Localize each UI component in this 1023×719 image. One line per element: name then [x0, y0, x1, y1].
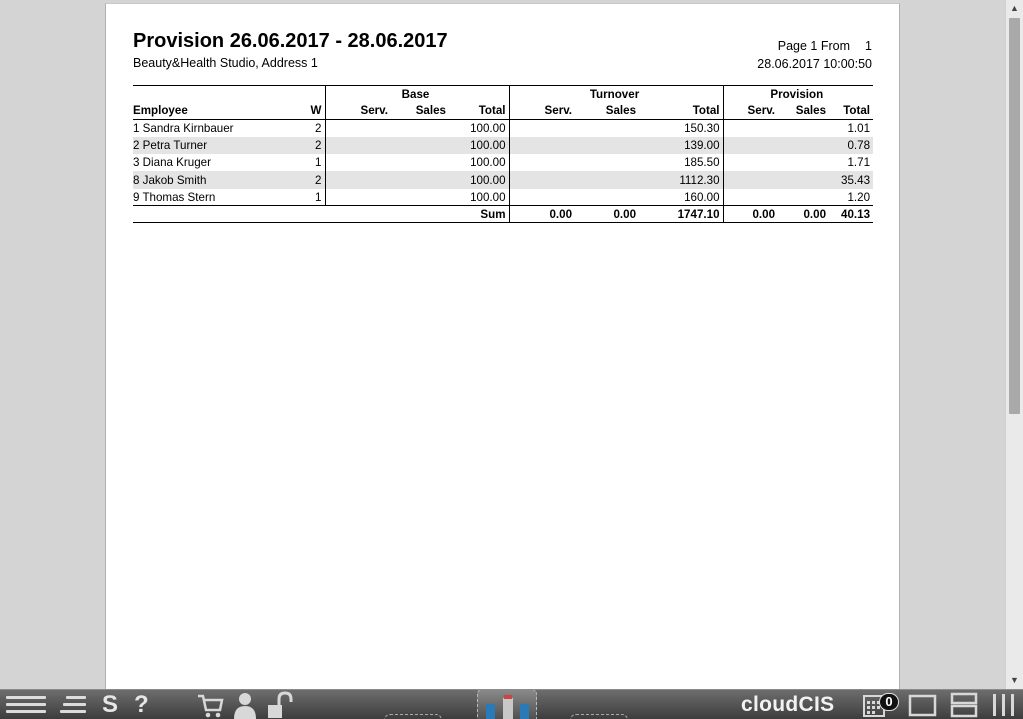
cell-prov-serv: [723, 154, 778, 171]
group-base: Base: [325, 86, 509, 103]
brand-logo: cloudCIS: [741, 693, 835, 716]
col-base-total: Total: [449, 103, 509, 120]
table-row: [133, 120, 873, 137]
cell-turn-serv: [509, 154, 575, 171]
cell-base-total: 100.00: [449, 120, 509, 137]
sum-prov-total: 40.13: [829, 206, 873, 223]
single-window-icon[interactable]: [908, 690, 938, 719]
dollar-icon[interactable]: S: [102, 691, 119, 718]
cart-icon[interactable]: [196, 690, 224, 719]
col-prov-sales: Sales: [778, 103, 829, 120]
cell-prov-sales: [778, 120, 829, 137]
page-label: Page 1 From: [777, 39, 850, 53]
col-w: W: [306, 103, 325, 120]
sum-turn-serv: 0.00: [509, 206, 575, 223]
cell-prov-sales: [778, 171, 829, 188]
cell-prov-total: 1.01: [847, 121, 871, 135]
taskbar: [0, 689, 1023, 719]
table-row: [133, 154, 873, 171]
tab-right[interactable]: [570, 714, 628, 719]
cell-employee: 1 Sandra Kirnbauer: [133, 121, 234, 135]
tab-left[interactable]: [384, 714, 442, 719]
cell-w: 1: [315, 156, 322, 170]
page-total: 1: [865, 39, 872, 53]
cell-base-sales: [391, 137, 449, 154]
sum-turn-total: 1747.10: [639, 206, 723, 223]
cell-employee: 9 Thomas Stern: [133, 190, 216, 204]
cell-prov-serv: [723, 120, 778, 137]
table-row: [133, 137, 873, 154]
col-turn-serv: Serv.: [509, 103, 575, 120]
cell-base-total: 100.00: [449, 189, 509, 206]
user-icon[interactable]: [232, 690, 258, 719]
sum-label: Sum: [133, 206, 509, 223]
cell-turn-total: 150.30: [639, 120, 723, 137]
menu-icon[interactable]: [6, 690, 46, 719]
cell-w: 2: [306, 171, 325, 188]
help-icon[interactable]: ?: [134, 691, 149, 718]
cell-prov-sales: [778, 189, 829, 206]
cell-base-serv: [325, 137, 391, 154]
list-icon[interactable]: [60, 690, 86, 719]
cell-base-serv: [325, 189, 391, 206]
split-rows-icon[interactable]: [950, 690, 978, 719]
cell-turn-serv: [509, 189, 575, 206]
col-prov-total: Total: [829, 103, 873, 120]
cell-base-total: 100.00: [449, 171, 509, 188]
cell-base-sales: [391, 154, 449, 171]
cell-employee: 2 Petra Turner: [133, 137, 306, 154]
cell-turn-sales: [575, 171, 639, 188]
col-base-serv: Serv.: [325, 103, 391, 120]
cell-turn-total: 1112.30: [639, 171, 723, 188]
cell-turn-total: 139.00: [639, 137, 723, 154]
col-turn-sales: Sales: [575, 103, 639, 120]
scroll-down-button[interactable]: ▼: [1010, 675, 1019, 685]
sum-turn-sales: 0.00: [575, 206, 639, 223]
provision-table: [133, 85, 873, 223]
cell-base-total: 100.00: [449, 154, 509, 171]
cell-turn-sales: [575, 154, 639, 171]
cell-prov-total: 0.78: [829, 137, 873, 154]
cell-turn-serv: [509, 171, 575, 188]
split-columns-icon[interactable]: [990, 690, 1018, 719]
cell-w: 2: [315, 121, 322, 135]
cell-base-serv: [325, 154, 391, 171]
cell-prov-serv: [723, 137, 778, 154]
vertical-scrollbar[interactable]: [1005, 0, 1023, 689]
cell-base-serv: [325, 120, 391, 137]
page-info: [757, 37, 872, 73]
cell-prov-total: 1.20: [847, 190, 871, 204]
cell-turn-serv: [509, 137, 575, 154]
report-page: [105, 3, 900, 693]
cell-prov-total: 35.43: [829, 171, 873, 188]
cell-prov-serv: [723, 171, 778, 188]
cell-w: 2: [306, 137, 325, 154]
calendar-badge: 0: [879, 693, 899, 711]
col-prov-serv: Serv.: [723, 103, 778, 120]
cell-turn-serv: [509, 120, 575, 137]
scroll-thumb[interactable]: [1009, 18, 1020, 414]
col-turn-total: Total: [639, 103, 723, 120]
scroll-up-button[interactable]: ▲: [1010, 3, 1019, 13]
column-header-row: [133, 103, 873, 120]
lab-tab[interactable]: [477, 689, 537, 719]
group-turnover: Turnover: [509, 86, 723, 103]
col-base-sales: Sales: [391, 103, 449, 120]
cell-prov-sales: [778, 154, 829, 171]
cell-employee: 3 Diana Kruger: [133, 156, 211, 170]
sum-prov-sales: 0.00: [778, 206, 829, 223]
sum-row: [133, 206, 873, 223]
group-provision: Provision: [723, 86, 873, 103]
col-employee: Employee: [133, 103, 306, 120]
cell-employee: 8 Jakob Smith: [133, 171, 306, 188]
cell-base-total: 100.00: [449, 137, 509, 154]
cell-base-sales: [391, 120, 449, 137]
printed-at: 28.06.2017 10:00:50: [757, 57, 872, 71]
cell-turn-total: 160.00: [639, 189, 723, 206]
table-row: [133, 189, 873, 206]
table-row: [133, 171, 873, 188]
group-header-row: [133, 86, 873, 103]
cell-base-sales: [391, 189, 449, 206]
cell-turn-sales: [575, 137, 639, 154]
cell-base-sales: [391, 171, 449, 188]
cell-base-serv: [325, 171, 391, 188]
report-subtitle: Beauty&Health Studio, Address 1: [133, 56, 318, 70]
lab-icon: [478, 690, 538, 719]
cell-w: 1: [315, 190, 322, 204]
unlock-icon[interactable]: [266, 690, 298, 719]
cell-turn-total: 185.50: [639, 154, 723, 171]
cell-turn-sales: [575, 120, 639, 137]
report-title: Provision 26.06.2017 - 28.06.2017: [133, 30, 448, 52]
cell-prov-sales: [778, 137, 829, 154]
sum-prov-serv: 0.00: [723, 206, 778, 223]
cell-prov-total: 1.71: [847, 156, 871, 170]
cell-prov-serv: [723, 189, 778, 206]
cell-turn-sales: [575, 189, 639, 206]
